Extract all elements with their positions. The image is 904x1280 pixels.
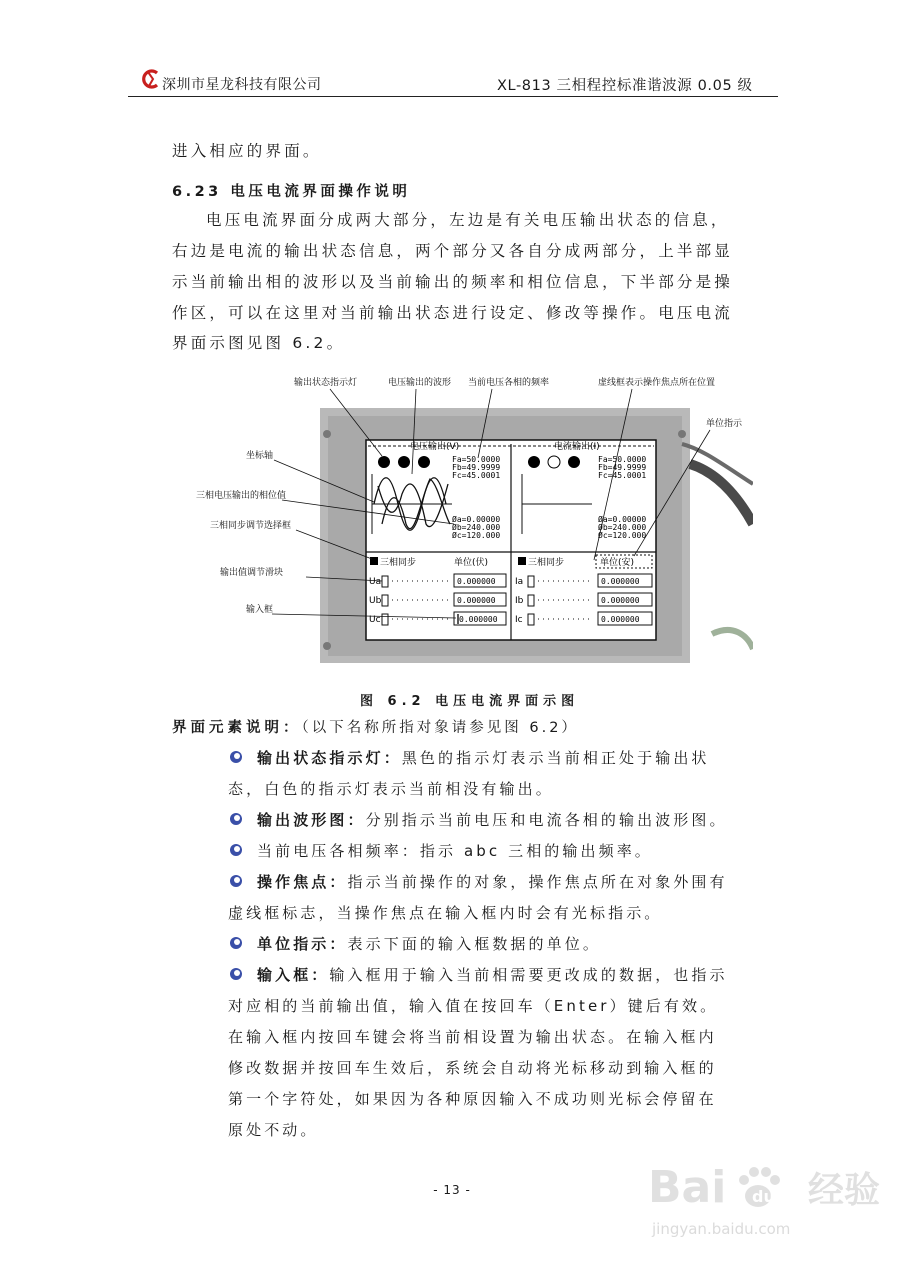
svg-text:Ia: Ia <box>515 577 524 587</box>
bullet-icon <box>229 843 243 857</box>
voltage-pb: Øb=240.000 <box>452 523 501 532</box>
note-status-light: 输出状态指示灯 <box>294 378 358 388</box>
svg-text:Ib: Ib <box>515 596 524 606</box>
current-pb: Øb=240.000 <box>598 523 647 532</box>
voltage-fc: Fc=45.0001 <box>452 471 501 480</box>
status-light-uc-icon <box>418 456 430 468</box>
screw-icon <box>678 430 686 438</box>
svg-text:0.000000: 0.000000 <box>601 596 640 605</box>
voltage-fa: Fa=50.0000 <box>452 455 501 464</box>
screw-icon <box>323 642 331 650</box>
status-light-ia-icon <box>528 456 540 468</box>
paw-icon <box>739 1167 780 1207</box>
note-unit: 单位指示 <box>706 419 743 429</box>
section-para-line-5: 界面示图见图 6.2。 <box>172 334 346 352</box>
list-item-continuation: 在输入框内按回车键会将当前相设置为输出状态。在输入框内 <box>228 1028 717 1046</box>
current-fb: Fb=49.9999 <box>598 463 647 472</box>
list-item-continuation: 原处不动。 <box>228 1121 319 1139</box>
section-heading: 6.23 电压电流界面操作说明 <box>172 184 411 200</box>
voltage-pc: Øc=120.000 <box>452 531 501 540</box>
screw-icon <box>323 430 331 438</box>
note-input: 输入框 <box>246 605 274 615</box>
figure-voltage-current-screen <box>182 374 753 665</box>
svg-text:Ua: Ua <box>369 577 382 587</box>
bullet-icon <box>229 812 243 826</box>
status-light-ic-icon <box>568 456 580 468</box>
document-title: XL-813 三相程控标准谐波源 0.05 级 <box>497 78 753 94</box>
page-number: - 13 - <box>433 1183 471 1197</box>
list-item-continuation: 对应相的当前输出值，输入值在按回车（Enter）键后有效。 <box>228 997 719 1015</box>
current-sync-label: 三相同步 <box>528 558 565 568</box>
section-para-line-3: 示当前输出相的波形以及当前输出的频率和相位信息，下半部分是操 <box>172 273 734 291</box>
note-sync: 三相同步调节选择框 <box>210 521 292 531</box>
header-rule <box>128 96 778 97</box>
voltage-sync-label: 三相同步 <box>380 558 417 568</box>
note-freq: 当前电压各相的频率 <box>468 378 550 388</box>
svg-text:0.000000: 0.000000 <box>457 577 496 586</box>
watermark-brand-cn: 经验 <box>808 1170 881 1211</box>
list-item: 单位指示：表示下面的输入框数据的单位。 <box>257 935 601 953</box>
intro-line: 进入相应的界面。 <box>172 142 322 160</box>
company-logo <box>140 68 162 90</box>
status-light-ua-icon <box>378 456 390 468</box>
svg-text:0.000000: 0.000000 <box>601 577 640 586</box>
list-item-continuation: 虚线框标志，当操作焦点在输入框内时会有光标指示。 <box>228 904 663 922</box>
note-axis: 坐标轴 <box>246 451 274 461</box>
voltage-pa: Øa=0.00000 <box>452 515 501 524</box>
list-item-continuation: 态，白色的指示灯表示当前相没有输出。 <box>228 780 554 798</box>
svg-text:0.000000: 0.000000 <box>601 615 640 624</box>
current-output-title: 电流输出(I) <box>554 442 600 452</box>
list-item-continuation: 修改数据并按回车生效后，系统会自动将光标移动到输入框的 <box>228 1059 717 1077</box>
sync-checkbox-voltage <box>370 557 378 565</box>
section-para-line-4: 作区，可以在这里对当前输出状态进行设定、修改等操作。电压电流 <box>172 304 734 322</box>
current-unit-label: 单位(安) <box>600 558 635 568</box>
note-focus: 虚线框表示操作焦点所在位置 <box>598 378 716 388</box>
svg-text:0.000000: 0.000000 <box>459 615 498 624</box>
note-waveform: 电压输出的波形 <box>388 378 452 388</box>
status-light-ib-icon <box>548 456 560 468</box>
cable-shape <box>690 464 753 524</box>
section-para-line-1: 电压电流界面分成两大部分，左边是有关电压输出状态的信息， <box>206 211 730 229</box>
svg-text:Ic: Ic <box>515 615 523 625</box>
list-item: 输出状态指示灯：黑色的指示灯表示当前相正处于输出状 <box>257 749 710 767</box>
ui-elements-heading-rest: （以下名称所指对象请参见图 6.2） <box>301 720 579 736</box>
list-item: 操作焦点：指示当前操作的对象，操作焦点所在对象外围有 <box>257 873 728 891</box>
list-item: 输入框：输入框用于输入当前相需要更改成的数据，也指示 <box>257 966 728 984</box>
watermark-brand: Bai <box>648 1162 727 1213</box>
note-slider: 输出值调节滑块 <box>220 568 284 578</box>
svg-text:du: du <box>752 1187 775 1206</box>
svg-text:Uc: Uc <box>369 615 381 625</box>
bullet-icon <box>229 936 243 950</box>
sync-checkbox-current <box>518 557 526 565</box>
bullet-icon <box>229 967 243 981</box>
note-phase: 三相电压输出的相位值 <box>196 491 287 501</box>
current-fa: Fa=50.0000 <box>598 455 647 464</box>
svg-text:0.000000: 0.000000 <box>457 596 496 605</box>
voltage-output-title: 电压输出(V) <box>410 442 460 452</box>
voltage-fb: Fb=49.9999 <box>452 463 501 472</box>
list-item: 输出波形图：分别指示当前电压和电流各相的输出波形图。 <box>257 811 728 829</box>
voltage-unit-label: 单位(伏) <box>454 558 489 568</box>
figure-caption: 图 6.2 电压电流界面示图 <box>360 694 580 709</box>
section-para-line-2: 右边是电流的输出状态信息，两个部分又各自分成两部分，上半部显 <box>172 242 734 260</box>
svg-text:Ub: Ub <box>369 596 382 606</box>
watermark-url: jingyan.baidu.com <box>652 1220 791 1238</box>
bullet-icon <box>229 750 243 764</box>
current-pa: Øa=0.00000 <box>598 515 647 524</box>
ui-elements-heading <box>172 716 579 737</box>
list-item: 当前电压各相频率：指示 abc 三相的输出频率。 <box>257 842 653 860</box>
ui-elements-heading-bold: 界面元素说明： <box>172 720 302 736</box>
baidu-watermark <box>648 1148 898 1248</box>
status-light-ub-icon <box>398 456 410 468</box>
bullet-icon <box>229 874 243 888</box>
current-pc: Øc=120.000 <box>598 531 647 540</box>
company-name: 深圳市星龙科技有限公司 <box>162 77 322 93</box>
list-item-continuation: 第一个字符处，如果因为各种原因输入不成功则光标会停留在 <box>228 1090 717 1108</box>
current-fc: Fc=45.0001 <box>598 471 647 480</box>
